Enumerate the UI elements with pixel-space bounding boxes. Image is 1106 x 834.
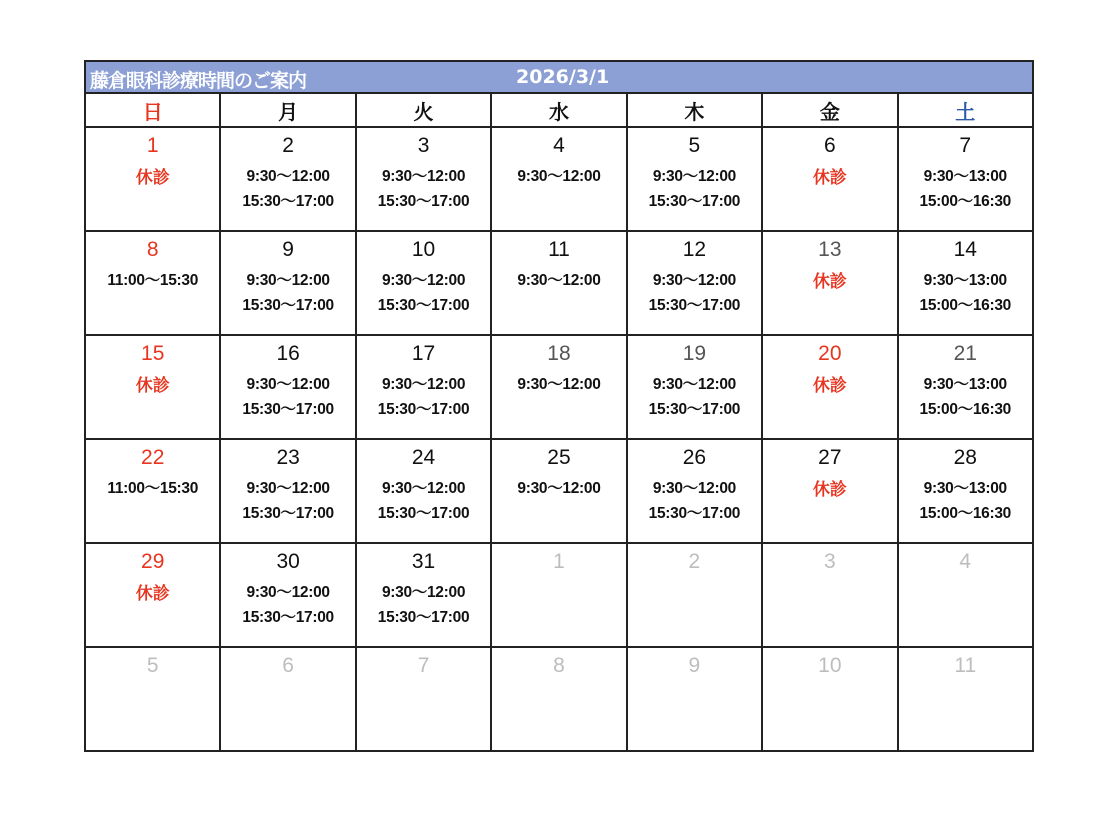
day-number: 8 (553, 654, 565, 677)
calendar-day-cell (85, 231, 220, 335)
day-number: 9 (688, 654, 701, 677)
closed-label: 休診 (812, 168, 847, 188)
day-number: 6 (823, 134, 836, 157)
day-number: 11 (954, 654, 977, 677)
calendar-day-cell (220, 335, 355, 439)
consultation-hours: 15:00〜16:30 (919, 505, 1012, 522)
calendar-day-cell (85, 127, 220, 231)
day-number: 22 (141, 446, 165, 469)
consultation-hours: 9:30〜12:00 (246, 584, 330, 601)
calendar-day-cell (491, 543, 626, 647)
consultation-hours: 9:30〜13:00 (923, 168, 1007, 185)
consultation-hours: 15:00〜16:30 (919, 401, 1012, 418)
closed-label: 休診 (812, 376, 847, 396)
day-number: 13 (818, 238, 842, 261)
day-number: 1 (553, 550, 565, 573)
consultation-hours: 15:00〜16:30 (919, 193, 1012, 210)
day-number: 31 (411, 550, 436, 573)
consultation-hours: 15:30〜17:00 (648, 297, 741, 314)
consultation-hours: 9:30〜12:00 (652, 168, 736, 185)
day-number: 27 (818, 446, 842, 469)
weekday-friday: 金 (762, 93, 897, 127)
calendar-week-row (85, 127, 1033, 231)
day-number: 20 (818, 342, 842, 365)
day-number: 7 (417, 654, 430, 677)
calendar-week-row (85, 231, 1033, 335)
calendar-day-cell (898, 127, 1033, 231)
consultation-hours: 9:30〜12:00 (381, 376, 466, 393)
calendar-day-cell (220, 647, 355, 751)
calendar-date: 2026/3/1 (516, 66, 610, 88)
consultation-hours: 15:30〜17:00 (648, 505, 741, 522)
day-number: 18 (547, 342, 571, 365)
closed-label: 休診 (135, 376, 170, 396)
calendar-day-cell (491, 231, 626, 335)
consultation-hours: 9:30〜13:00 (923, 272, 1007, 289)
calendar-day-cell (627, 231, 762, 335)
closed-label: 休診 (135, 584, 170, 604)
day-number: 19 (682, 342, 707, 365)
calendar-day-cell (220, 231, 355, 335)
weekday-wednesday: 水 (491, 93, 626, 127)
consultation-hours: 15:30〜17:00 (377, 297, 470, 314)
calendar-day-cell (356, 231, 491, 335)
consultation-hours: 15:30〜17:00 (377, 609, 470, 626)
calendar-week-row (85, 335, 1033, 439)
day-number: 28 (953, 446, 977, 469)
weekday-thursday: 木 (627, 93, 762, 127)
calendar-body (85, 127, 1033, 751)
consultation-hours: 15:30〜17:00 (242, 297, 334, 314)
consultation-hours: 15:30〜17:00 (242, 193, 334, 210)
calendar-day-cell (627, 127, 762, 231)
calendar-day-cell (627, 647, 762, 751)
day-number: 3 (417, 134, 430, 157)
consultation-hours: 15:30〜17:00 (648, 401, 741, 418)
consultation-hours: 9:30〜12:00 (246, 480, 330, 497)
day-number: 15 (141, 342, 165, 365)
day-number: 2 (688, 550, 701, 573)
day-number: 7 (959, 134, 972, 157)
day-number: 6 (282, 654, 294, 677)
consultation-hours: 9:30〜12:00 (381, 168, 466, 185)
day-number: 10 (411, 238, 436, 261)
day-number: 5 (146, 654, 159, 677)
consultation-hours: 9:30〜12:00 (517, 168, 601, 185)
day-number: 16 (276, 342, 300, 365)
consultation-hours: 9:30〜12:00 (652, 480, 736, 497)
day-number: 25 (547, 446, 571, 469)
calendar-day-cell (898, 335, 1033, 439)
calendar-day-cell (491, 335, 626, 439)
consultation-hours: 9:30〜12:00 (381, 272, 466, 289)
calendar-day-cell (898, 543, 1033, 647)
calendar-day-cell (356, 439, 491, 543)
consultation-hours: 9:30〜12:00 (517, 272, 601, 289)
weekday-tuesday: 火 (356, 93, 491, 127)
consultation-hours: 9:30〜13:00 (923, 376, 1007, 393)
day-number: 21 (953, 342, 977, 365)
calendar-grid (84, 92, 1034, 752)
weekday-monday: 月 (220, 93, 355, 127)
day-number: 1 (146, 134, 159, 157)
consultation-hours: 15:30〜17:00 (242, 609, 334, 626)
calendar-day-cell (85, 439, 220, 543)
consultation-hours: 15:30〜17:00 (242, 505, 334, 522)
calendar-day-cell (85, 335, 220, 439)
calendar-day-cell (762, 439, 897, 543)
consultation-hours: 9:30〜12:00 (246, 168, 330, 185)
consultation-hours: 9:30〜13:00 (923, 480, 1007, 497)
calendar-day-cell (356, 127, 491, 231)
calendar-day-cell (85, 647, 220, 751)
calendar-day-cell (898, 439, 1033, 543)
consultation-hours: 9:30〜12:00 (652, 272, 736, 289)
weekday-sunday: 日 (85, 93, 220, 127)
day-number: 5 (688, 134, 701, 157)
calendar-week-row (85, 439, 1033, 543)
consultation-hours: 15:30〜17:00 (377, 401, 470, 418)
day-number: 26 (682, 446, 707, 469)
calendar-day-cell (491, 439, 626, 543)
calendar-day-cell (356, 543, 491, 647)
calendar-day-cell (627, 543, 762, 647)
day-number: 11 (548, 238, 570, 261)
calendar-day-cell (762, 543, 897, 647)
day-number: 12 (682, 238, 707, 261)
day-number: 24 (411, 446, 436, 469)
calendar-day-cell (220, 127, 355, 231)
calendar-day-cell (220, 439, 355, 543)
calendar-day-cell (356, 647, 491, 751)
day-number: 14 (953, 238, 977, 261)
consultation-hours: 9:30〜12:00 (517, 480, 601, 497)
calendar-day-cell (898, 647, 1033, 751)
consultation-hours: 9:30〜12:00 (517, 376, 601, 393)
calendar-day-cell (762, 231, 897, 335)
clinic-calendar (84, 60, 1034, 752)
day-number: 3 (823, 550, 836, 573)
consultation-hours: 9:30〜12:00 (246, 272, 330, 289)
day-number: 2 (282, 134, 294, 157)
closed-label: 休診 (135, 168, 170, 188)
consultation-hours: 9:30〜12:00 (652, 376, 736, 393)
calendar-day-cell (762, 127, 897, 231)
calendar-week-row (85, 543, 1033, 647)
day-number: 10 (818, 654, 842, 677)
consultation-hours: 9:30〜12:00 (246, 376, 330, 393)
day-number: 29 (141, 550, 165, 573)
calendar-day-cell (220, 543, 355, 647)
calendar-title-bar (84, 60, 1034, 92)
consultation-hours: 15:30〜17:00 (242, 401, 334, 418)
calendar-day-cell (762, 335, 897, 439)
calendar-day-cell (491, 127, 626, 231)
consultation-hours: 15:30〜17:00 (648, 193, 741, 210)
day-number: 9 (282, 238, 294, 261)
day-number: 17 (411, 342, 436, 365)
calendar-day-cell (491, 647, 626, 751)
closed-label: 休診 (812, 272, 847, 292)
day-number: 4 (553, 134, 565, 157)
consultation-hours: 15:30〜17:00 (377, 505, 470, 522)
day-number: 8 (146, 238, 159, 261)
calendar-day-cell (627, 439, 762, 543)
clinic-title: 藤倉眼科診療時間のご案内 (90, 70, 307, 92)
closed-label: 休診 (812, 480, 847, 500)
calendar-day-cell (762, 647, 897, 751)
calendar-week-row (85, 647, 1033, 751)
day-number: 23 (276, 446, 300, 469)
consultation-hours: 11:00〜15:30 (107, 272, 199, 289)
calendar-day-cell (85, 543, 220, 647)
weekday-saturday: 土 (898, 93, 1033, 127)
day-number: 4 (959, 550, 972, 573)
consultation-hours: 11:00〜15:30 (107, 480, 199, 497)
day-number: 30 (276, 550, 300, 573)
consultation-hours: 15:00〜16:30 (919, 297, 1012, 314)
calendar-day-cell (356, 335, 491, 439)
consultation-hours: 15:30〜17:00 (377, 193, 470, 210)
calendar-day-cell (898, 231, 1033, 335)
calendar-day-cell (627, 335, 762, 439)
consultation-hours: 9:30〜12:00 (381, 584, 466, 601)
weekday-header-row (85, 93, 1033, 127)
consultation-hours: 9:30〜12:00 (381, 480, 466, 497)
